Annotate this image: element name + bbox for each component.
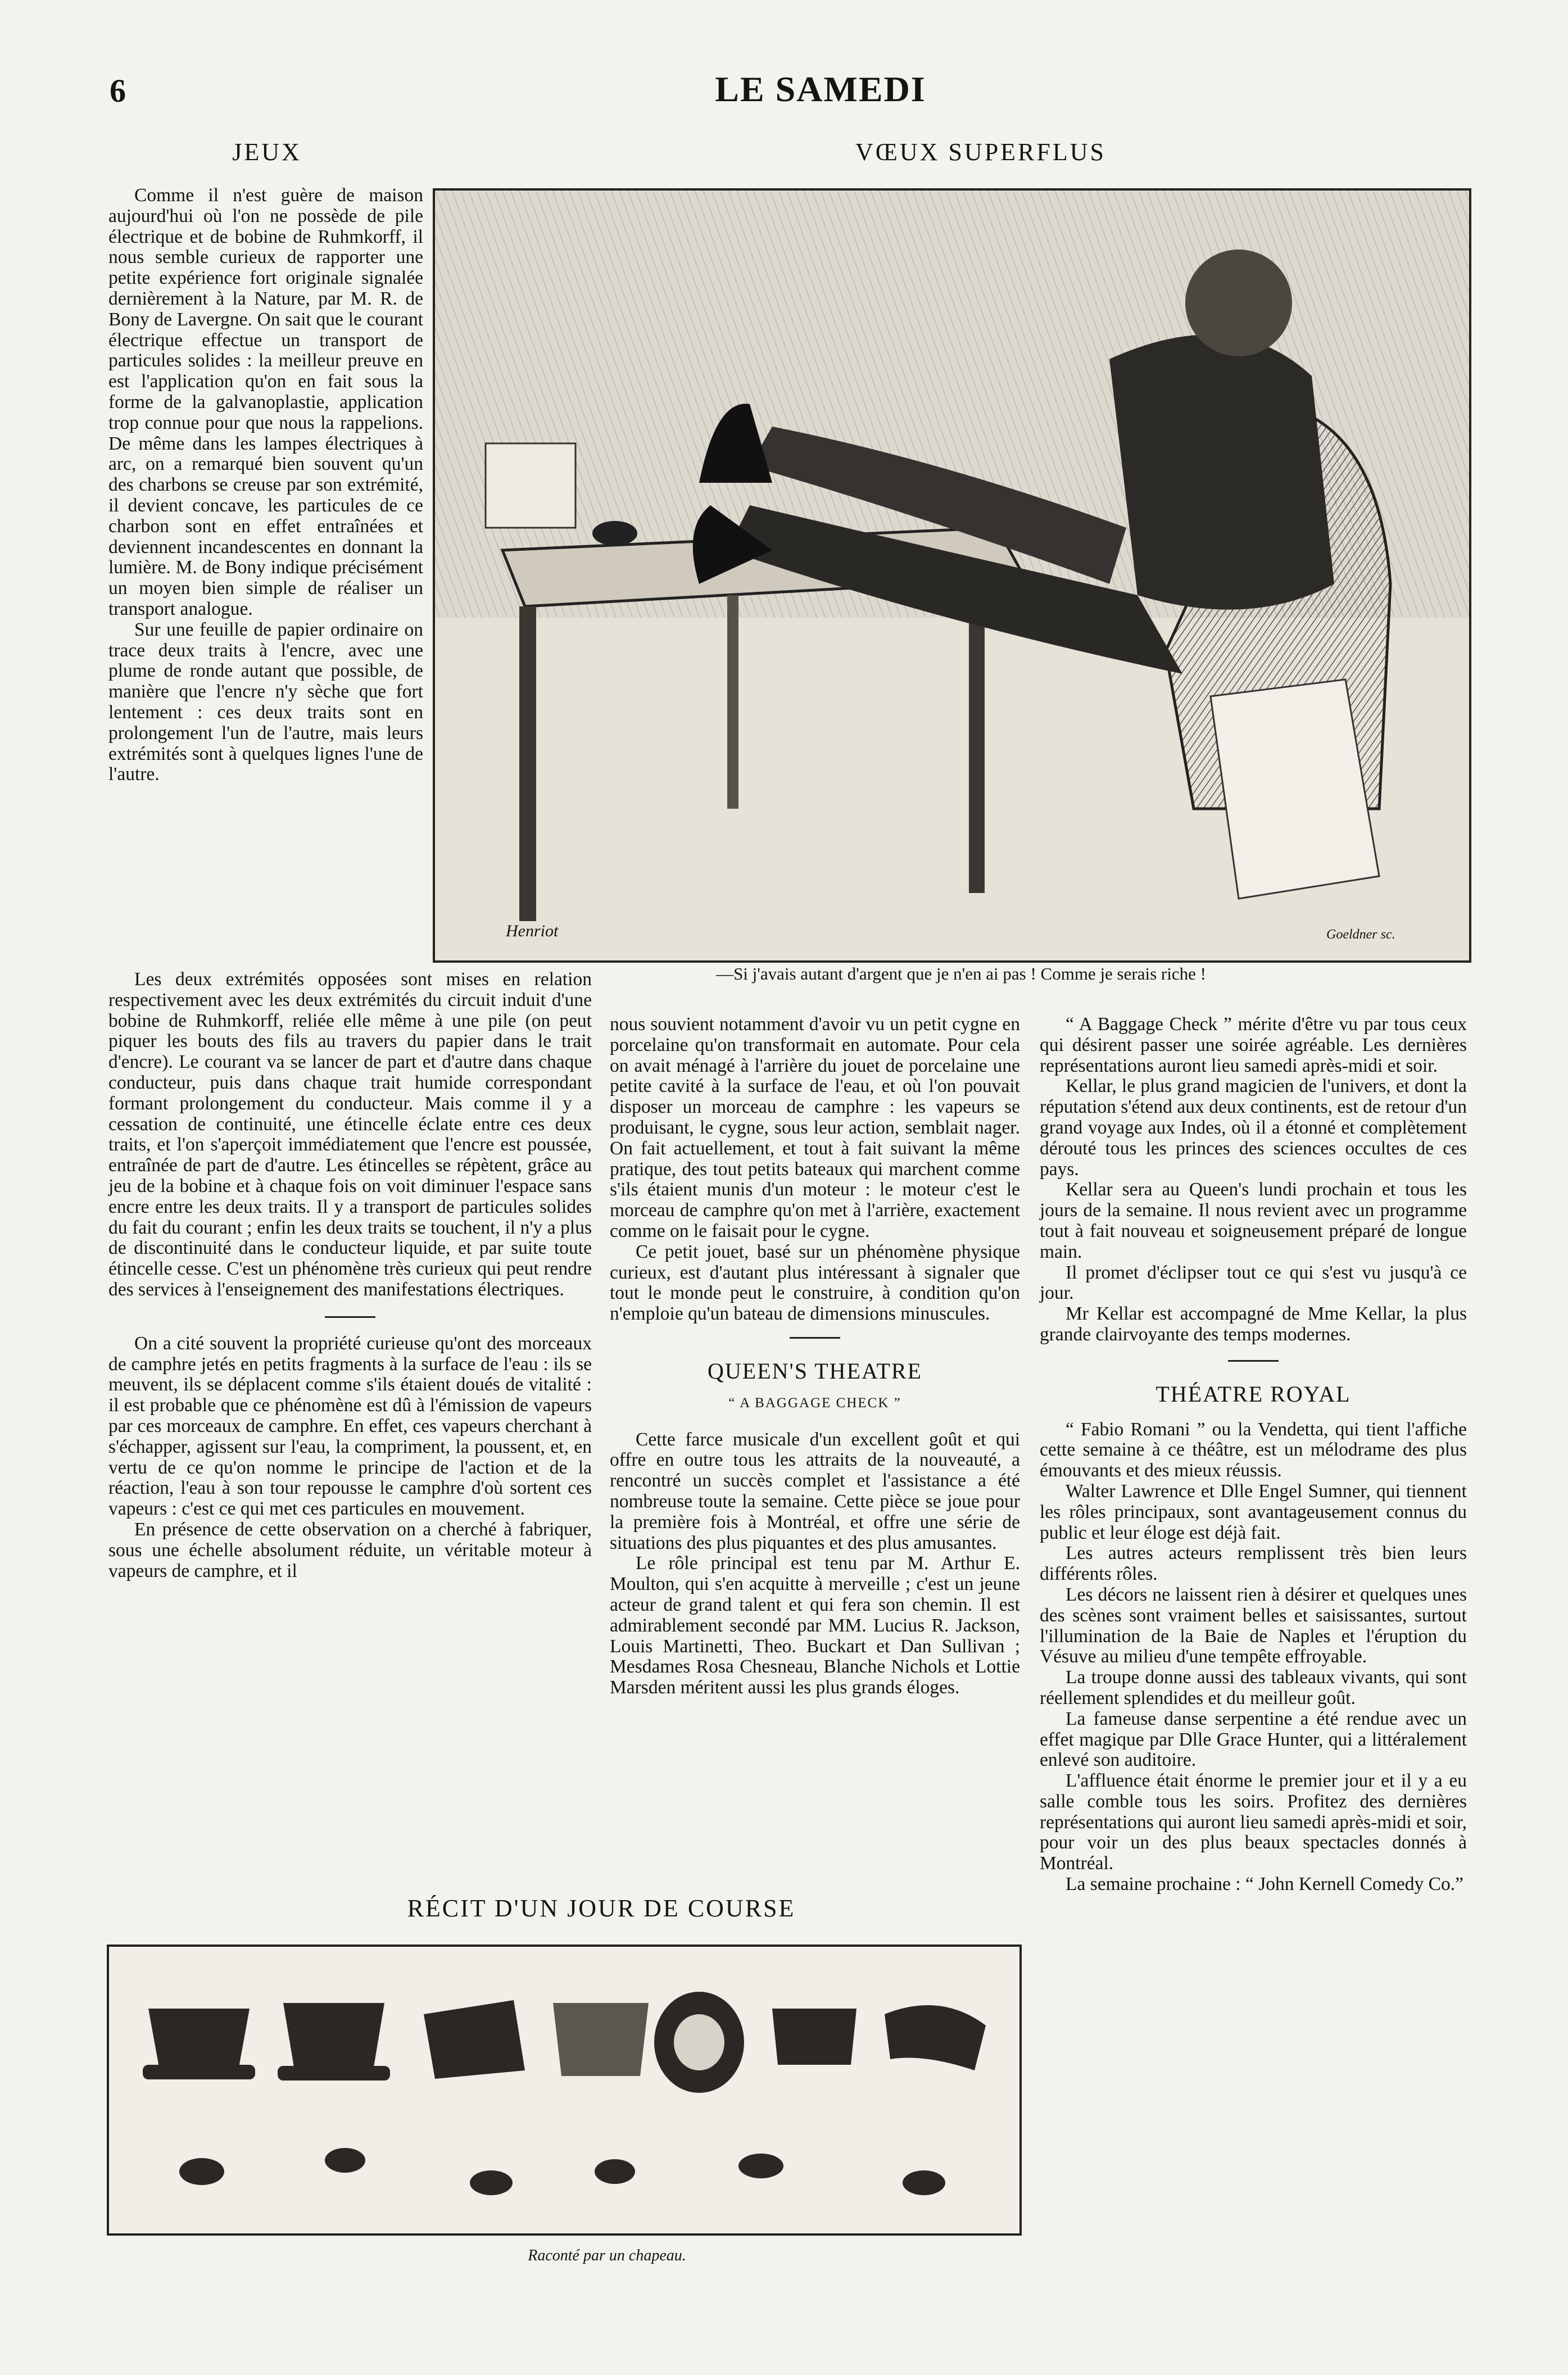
page-number: 6 <box>110 72 126 109</box>
jeux-paragraph-4: On a cité souvent la propriété curieuse qu'ont des morceaux de camphre jetés en petits fragments à la surface de l'eau : ils se meuvent, ils se déplacent comme s'ils étaient doués de vitalité : il est probable que ce phénomène est dû à l'émission de vapeurs par ces morceaux de camphre. En effet, ces vapeurs cherchant à s'échapper, agissent sur l'eau, la compriment, la poussent, et, en vertu de ce qu'on nomme le principe de l'action et de la réaction, l'eau à son tour repousse le camphre d'où sortent ces vapeurs : c'est ce qui met ces particules en mouvement. <box>108 1332 592 1520</box>
queens-paragraph-6: Il promet d'éclipser tout ce qui s'est vu jusqu'à ce jour. <box>1040 1262 1467 1304</box>
jeux-paragraph-3: Les deux extrémités opposées sont mises en relation respectivement avec les deux extrémités du circuit induit d'une bobine de Ruhmkorff, reliée elle même à une pile (on peut piquer les bouts des fils au travers du papier dans le trait d'encre). Le courant va se lancer de part et d'autre dans chaque conducteur, puis dans chaque trait humide correspondant formant prolongement du conducteur. Mais comme il y a cessation de continuité, une étincelle éclate entre ces deux traits, et l'on s'aperçoit immédiatement que l'encre est poussée, entraînée de part de d'autre. Les étincelles se répètent, grâce au jeu de la bobine et à chaque fois on voit diminuer l'espace sans encre entre les deux traits. Il y a transport de particules solides du fait du courant ; enfin les deux traits se touchent, il n'y a plus de discontinuité dans le conducteur liquide, et par suite toute étincelle cesse. C'est un phénomène très curieux qui peut rendre des services à l'enseignement des manifestations électriques. <box>108 969 592 1300</box>
queens-subtitle: “ A BAGGAGE CHECK ” <box>728 1395 901 1411</box>
jeux-paragraph-5-continued: nous souvient notamment d'avoir vu un petit cygne en porcelaine qu'on transformait en automate. Pour cela on avait ménagé à l'arrière du jouet de porcelaine une petite cavité à la surface de l'eau, et où l'on pouvait disposer un morceau de camphre : les vapeurs se produisant, le cygne, sous leur action, semblait nager. On fait actuellement, et tout à fait suivant la même pratique, des tout petits bateaux qui marchent comme s'ils étaient munis d'un moteur : le moteur c'est le morceau de camphre qu'on met à l'arrière, exactement comme on le faisait pour le cygne. <box>610 1014 1020 1241</box>
queens-paragraph-1: Cette farce musicale d'un excellent goût et qui offre en outre tous les attraits de la nouveauté, a rencontré un succès complet et l'assistance a été nombreuse toute la semaine. Cette pièce se joue pour la première fois à Montréal, et offre une série de situations des plus piquantes et des plus amusantes. <box>610 1429 1020 1553</box>
divider <box>790 1337 840 1339</box>
jeux-paragraph-5: En présence de cette observation on a cherché à fabriquer, sous une échelle absolument réduite, un véritable moteur à vapeurs de camphre, et il <box>108 1519 592 1581</box>
jeux-paragraph-1: Comme il n'est guère de maison aujourd'hui où l'on ne possède de pile électrique et de bobine de Ruhmkorff, il nous semble curieux de rapporter une petite expérience fort originale signalée dernièrement à la Nature, par M. R. de Bony de Lavergne. On sait que le courant électrique effectue un transport de particules solides : la meilleur preuve en est l'application qu'on en fait sous la forme de la galvanoplastie, application trop connue pour que nous la rappelions. De même dans les lampes électriques à arc, on a remarqué bien souvent qu'un des charbons se creuse par son extrémité, il devient concave, les particules de ce charbon sont en effet entraînées et deviennent incandescentes en donnant la lumière. M. de Bony indique précisément un moyen bien simple de réaliser un transport analogue. <box>108 185 423 619</box>
jeux-paragraph-2: Sur une feuille de papier ordinaire on trace deux traits à l'encre, avec une plume de ronde autant que possible, de manière que l'encre n'y sèche que fort lentement : ces deux traits sont en prolongement l'un de l'autre, mais leurs extrémités sont à quelques lignes l'une de l'autre. <box>108 619 423 785</box>
hats-drawing <box>109 1947 1019 2233</box>
royal-title: THÉATRE ROYAL <box>1155 1381 1351 1407</box>
man-at-desk-drawing <box>435 191 1469 960</box>
masthead: LE SAMEDI <box>715 69 926 109</box>
voeux-illustration <box>433 188 1471 963</box>
jeux-title: JEUX <box>232 138 302 166</box>
royal-paragraph-5: La troupe donne aussi des tableaux vivants, qui sont réellement splendides et du meilleur goût. <box>1040 1667 1467 1708</box>
queens-title: QUEEN'S THEATRE <box>707 1358 922 1384</box>
royal-paragraph-1: “ Fabio Romani ” ou la Vendetta, qui tient l'affiche cette semaine à ce théâtre, est un mélodrame des plus émouvants et des mieux réussis. <box>1040 1418 1467 1481</box>
queens-paragraph-4: Kellar, le plus grand magicien de l'univers, et dont la réputation s'étend aux deux continents, est de retour d'un grand voyage aux Indes, où il a étonné et complètement dérouté tous les princes des sciences occultes de ces pays. <box>1040 1076 1467 1180</box>
queens-paragraph-2: Le rôle principal est tenu par M. Arthur E. Moulton, qui s'en acquitte à merveille ; c'est un jeune acteur de grand talent et qui fera son chemin. Il est admirablement secondé par MM. Lucius R. Jackson, Louis Martinetti, Theo. Buckart et Dan Sullivan ; Mesdames Rosa Chesneau, Blanche Nichols et Lottie Marsden méritent aussi les plus grands éloges. <box>610 1553 1020 1698</box>
royal-paragraph-3: Les autres acteurs remplissent très bien leurs différents rôles. <box>1040 1543 1467 1585</box>
divider <box>325 1316 375 1318</box>
recit-caption: Raconté par un chapeau. <box>528 2247 686 2264</box>
engraver-signature: Goeldner sc. <box>1326 927 1395 942</box>
royal-paragraph-8: La semaine prochaine : “ John Kernell Comedy Co.” <box>1066 1874 1463 1895</box>
divider <box>1228 1360 1279 1362</box>
royal-paragraph-7: L'affluence était énorme le premier jour et il y a eu salle comble tous les soirs. Profitez des dernières représentations qui auront lieu samedi après-midi et soir, pour voir un des plus beaux spectacles donnés à Montréal. <box>1040 1770 1467 1874</box>
jeux-column-top <box>108 185 423 785</box>
recit-title: RÉCIT D'UN JOUR DE COURSE <box>407 1894 796 1922</box>
queens-paragraph-7: Mr Kellar est accompagné de Mme Kellar, la plus grande clairvoyante des temps modernes. <box>1040 1303 1467 1345</box>
signature-left: Henriot <box>506 922 559 940</box>
queens-paragraph-3: “ A Baggage Check ” mérite d'être vu par tous ceux qui désirent passer une soirée agréable. Les dernières représentations auront lieu samedi après-midi et soir. <box>1040 1014 1467 1076</box>
recit-illustration <box>107 1945 1022 2236</box>
voeux-title: VŒUX SUPERFLUS <box>855 138 1106 166</box>
jeux-column-bottom <box>108 969 592 1581</box>
right-column <box>1040 1014 1467 1895</box>
jeux-paragraph-6: Ce petit jouet, basé sur un phénomène physique curieux, est d'autant plus intéressant à signaler que tout le monde peut le construire, à condition qu'on n'emploie qu'un bateau de dimensions minuscules. <box>610 1241 1020 1325</box>
royal-paragraph-2: Walter Lawrence et Dlle Engel Sumner, qui tiennent les rôles principaux, sont avantageusement connus du public et leur éloge est déjà fait. <box>1040 1480 1467 1543</box>
voeux-caption: —Si j'avais autant d'argent que je n'en ai pas ! Comme je serais riche ! <box>716 964 1206 983</box>
middle-column <box>610 1014 1020 1698</box>
royal-paragraph-4: Les décors ne laissent rien à désirer et quelques unes des scènes sont vraiment belles et saisissantes, surtout l'illumination de la Baie de Naples et l'éruption du Vésuve au milieu d'une tempête effroyable. <box>1040 1584 1467 1667</box>
queens-paragraph-5: Kellar sera au Queen's lundi prochain et tous les jours de la semaine. Il nous revient avec un programme tout à fait nouveau et soigneusement préparé de longue main. <box>1040 1179 1467 1262</box>
royal-paragraph-6: La fameuse danse serpentine a été rendue avec un effet magique par Dlle Grace Hunter, qui a littéralement enlevé son auditoire. <box>1040 1708 1467 1771</box>
